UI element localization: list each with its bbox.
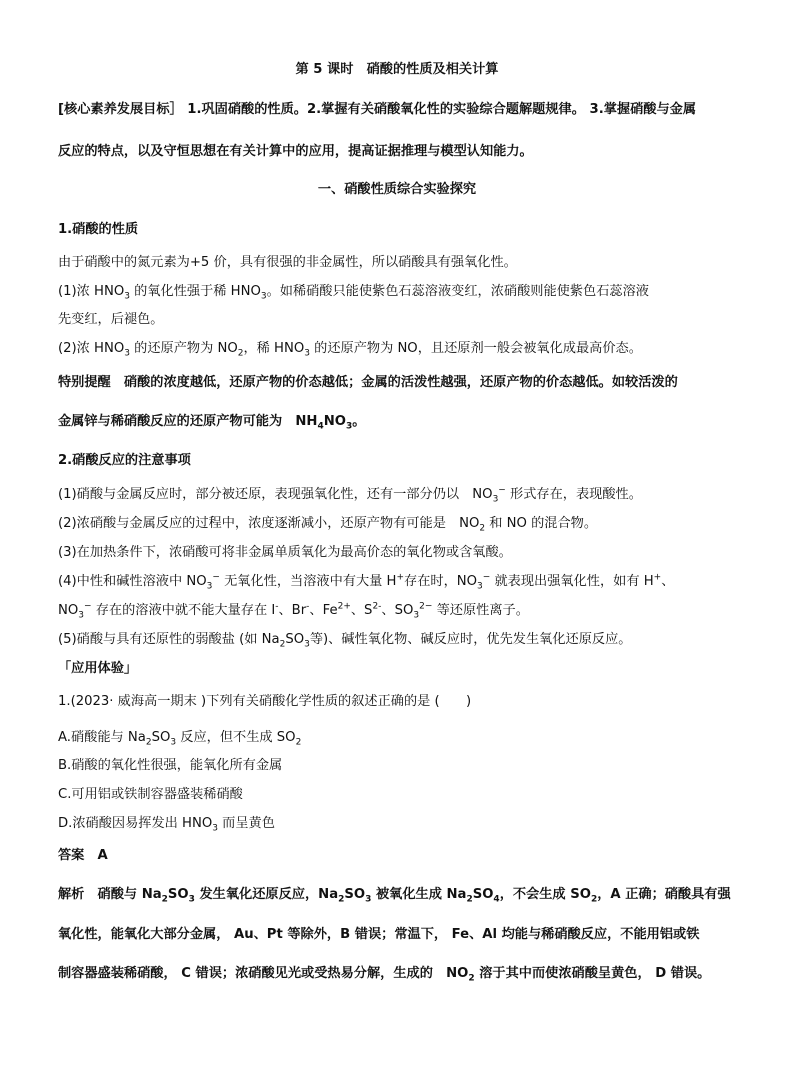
question-1: 1.(2023· 威海高一期末 )下列有关硝酸化学性质的叙述正确的是 ( ) — [58, 694, 472, 709]
special-tip-line-2: 金属锌与稀硝酸反应的还原产物可能为 $NH_4NO_3$。 — [58, 414, 366, 432]
explanation-line-1: 解析 硝酸与 $Na_2SO_3$ 发生氧化还原反应，$Na_2SO_3$ 被氧化生成 $Na_2SO_4$，不会生成 $SO_2$，A 正确；硝酸具有强 — [58, 887, 731, 905]
paragraph-oxidizing: 由于硝酸中的氮元素为+5 价，具有很强的非金属性，所以硝酸具有强氧化性。 — [58, 255, 517, 270]
option-b: B.硝酸的氧化性很强，能氧化所有金属 — [58, 758, 283, 773]
option-c: C.可用铝或铁制容器盛装稀硝酸 — [58, 787, 243, 802]
note-5: (5)硝酸与具有还原性的弱酸盐 (如 $Na_2SO_3$等)、碱性氧化物、碱反应时，优先发生氧化还原反应。 — [58, 632, 632, 650]
section-heading: 一、硝酸性质综合实验探究 — [317, 182, 477, 197]
note-4-cont: $NO_3^-$ 存在的溶液中就不能大量存在 I-、Br-、$Fe^{2+}$、$S^{2-}$、$SO_3^{2-}$ 等还原性离子。 — [58, 601, 529, 621]
goals-line-2: 反应的特点，以及守恒思想在有关计算中的应用，提高证据推理与模型认知能力。 — [58, 144, 533, 159]
note-1: (1)硝酸与金属反应时，部分被还原，表现强氧化性，还有一部分仍以 $NO_3^-$ 形式存在，表现酸性。 — [58, 485, 642, 505]
explanation-line-2: 氧化性，能氧化大部分金属， Au、Pt 等除外，B 错误；常温下， Fe、Al 均能与稀硝酸反应，不能用铝或铁 — [58, 927, 700, 942]
goals-line-1: [核心素养发展目标］ 1.巩固硝酸的性质。2.掌握有关硝酸氧化性的实验综合题解题规律。 3.掌握硝酸与金属 — [58, 102, 697, 117]
paragraph-item-2: (2)浓 $HNO_3$ 的还原产物为 $NO_2$，稀 $HNO_3$ 的还原产物为 NO，且还原剂一般会被氧化成最高价态。 — [58, 341, 642, 359]
note-2: (2)浓硝酸与金属反应的过程中，浓度逐渐减小，还原产物有可能是 $NO_2$ 和 NO 的混合物。 — [58, 516, 598, 534]
note-4: (4)中性和碱性溶液中 $NO_3^-$ 无氧化性，当溶液中有大量 H+存在时，$NO_3^-$ 就表现出强氧化性，如有 H+、 — [58, 572, 675, 592]
subheading-properties: 1.硝酸的性质 — [58, 222, 139, 237]
option-d: D.浓硝酸因易挥发出 $HNO_3$ 而呈黄色 — [58, 816, 275, 834]
special-tip-line-1: 特别提醒 硝酸的浓度越低，还原产物的价态越低；金属的活泼性越强，还原产物的价态越低。如较活泼的 — [58, 375, 678, 390]
explanation-line-3: 制容器盛装稀硝酸， C 错误；浓硝酸见光或受热易分解，生成的 $NO_2$ 溶于其中而使浓硝酸呈黄色， D 错误。 — [58, 966, 711, 984]
subheading-notes: 2.硝酸反应的注意事项 — [58, 453, 191, 468]
page-title: 第 5 课时 硝酸的性质及相关计算 — [295, 62, 499, 77]
paragraph-item-1: (1)浓 $HNO_3$ 的氧化性强于稀 $HNO_3$。如稀硝酸只能使紫色石蕊溶液变红，浓硝酸则能使紫色石蕊溶液 — [58, 284, 649, 302]
option-a: A.硝酸能与 $Na_2SO_3$ 反应，但不生成 $SO_2$ — [58, 730, 302, 748]
answer: 答案 A — [58, 848, 108, 863]
paragraph-item-1-cont: 先变红，后褪色。 — [58, 312, 164, 327]
practice-label: 「应用体验」 — [58, 661, 138, 676]
note-3: (3)在加热条件下，浓硝酸可将非金属单质氧化为最高价态的氧化物或含氧酸。 — [58, 545, 512, 560]
